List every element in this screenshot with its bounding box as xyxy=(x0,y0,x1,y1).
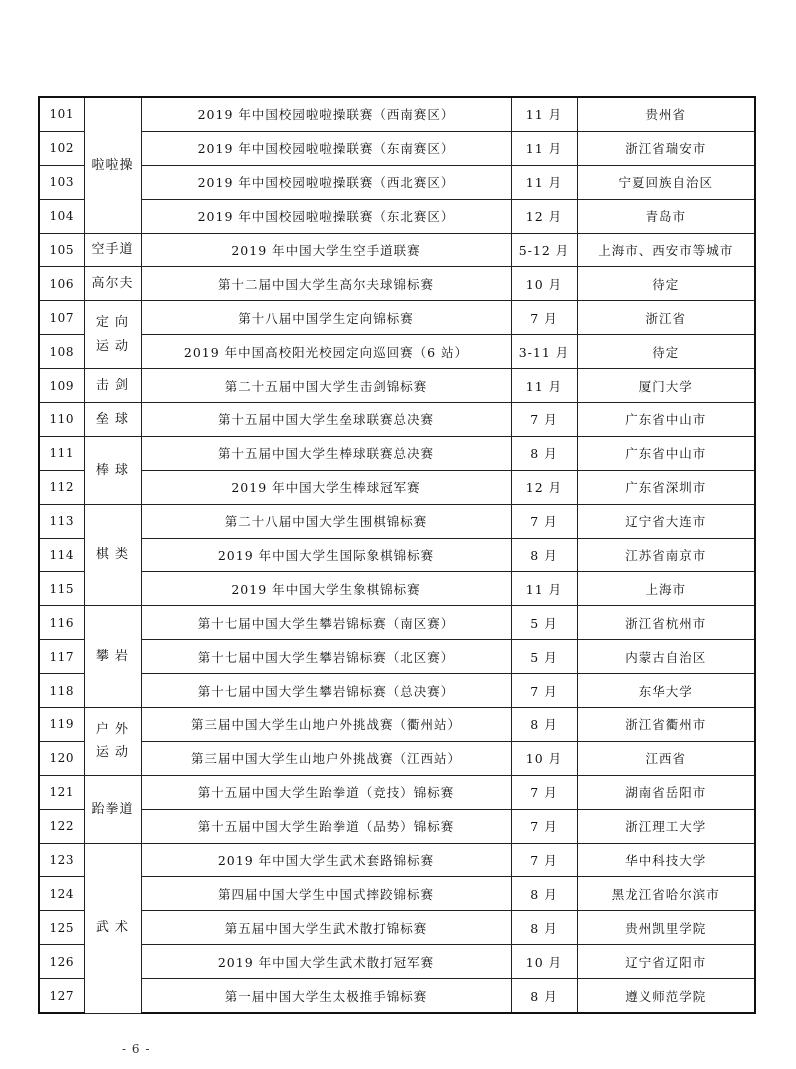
row-number: 116 xyxy=(39,606,84,640)
row-number: 114 xyxy=(39,538,84,572)
event-location: 广东省中山市 xyxy=(577,436,755,470)
table-row xyxy=(39,267,755,301)
event-name: 2019 年中国校园啦啦操联赛（西北赛区） xyxy=(141,165,511,199)
row-number: 102 xyxy=(39,131,84,165)
event-name: 第十五届中国大学生跆拳道（竞技）锦标赛 xyxy=(141,775,511,809)
sport-category-label: 空手道 xyxy=(91,242,134,258)
row-number: 123 xyxy=(39,843,84,877)
event-name: 第十七届中国大学生攀岩锦标赛（总决赛） xyxy=(141,674,511,708)
row-number: 103 xyxy=(39,165,84,199)
event-name: 2019 年中国大学生空手道联赛 xyxy=(141,233,511,267)
row-number: 112 xyxy=(39,470,84,504)
table-row xyxy=(39,640,755,674)
event-location: 江苏省南京市 xyxy=(577,538,755,572)
page-number: - 6 - xyxy=(122,1042,151,1056)
event-location: 厦门大学 xyxy=(577,369,755,403)
table-row xyxy=(39,741,755,775)
sport-category-label: 啦啦操 xyxy=(91,157,134,173)
row-number: 115 xyxy=(39,572,84,606)
event-location: 待定 xyxy=(577,267,755,301)
table-row xyxy=(39,843,755,877)
event-location: 待定 xyxy=(577,335,755,369)
event-location: 江西省 xyxy=(577,741,755,775)
sport-category-label: 垒 球 xyxy=(95,411,130,427)
event-name: 2019 年中国校园啦啦操联赛（东南赛区） xyxy=(141,131,511,165)
sport-category xyxy=(84,233,141,267)
table-row xyxy=(39,335,755,369)
event-name: 第四届中国大学生中国式摔跤锦标赛 xyxy=(141,877,511,911)
event-location: 贵州凯里学院 xyxy=(577,911,755,945)
event-location: 辽宁省大连市 xyxy=(577,504,755,538)
table-row xyxy=(39,775,755,809)
table-row xyxy=(39,809,755,843)
event-location: 黑龙江省哈尔滨市 xyxy=(577,877,755,911)
event-name: 2019 年中国大学生武术套路锦标赛 xyxy=(141,843,511,877)
schedule-table-body xyxy=(39,97,755,1013)
event-name: 2019 年中国校园啦啦操联赛（东北赛区） xyxy=(141,199,511,233)
event-location: 东华大学 xyxy=(577,674,755,708)
event-time: 8 月 xyxy=(511,436,577,470)
event-location: 上海市、西安市等城市 xyxy=(577,233,755,267)
sport-category xyxy=(84,97,141,233)
event-name: 2019 年中国校园啦啦操联赛（西南赛区） xyxy=(141,97,511,131)
event-time: 8 月 xyxy=(511,708,577,742)
event-time: 7 月 xyxy=(511,843,577,877)
table-row xyxy=(39,369,755,403)
event-time: 12 月 xyxy=(511,470,577,504)
row-number: 108 xyxy=(39,335,84,369)
row-number: 124 xyxy=(39,877,84,911)
event-time: 8 月 xyxy=(511,538,577,572)
event-location: 广东省深圳市 xyxy=(577,470,755,504)
table-row xyxy=(39,470,755,504)
event-time: 11 月 xyxy=(511,97,577,131)
event-name: 第一届中国大学生太极推手锦标赛 xyxy=(141,979,511,1013)
event-location: 浙江省 xyxy=(577,301,755,335)
sport-category-label: 攀 岩 xyxy=(95,649,130,664)
event-name: 第五届中国大学生武术散打锦标赛 xyxy=(141,911,511,945)
row-number: 111 xyxy=(39,436,84,470)
sport-category xyxy=(84,369,141,403)
event-time: 3-11 月 xyxy=(511,335,577,369)
sport-category xyxy=(84,436,141,504)
table-row xyxy=(39,165,755,199)
event-time: 10 月 xyxy=(511,741,577,775)
schedule-sheet xyxy=(38,96,754,1014)
event-name: 第十五届中国大学生跆拳道（品势）锦标赛 xyxy=(141,809,511,843)
event-name: 第三届中国大学生山地户外挑战赛（衢州站） xyxy=(141,708,511,742)
event-time: 5 月 xyxy=(511,606,577,640)
sport-category-label: 定 向 运 动 xyxy=(95,315,130,354)
row-number: 118 xyxy=(39,674,84,708)
event-time: 8 月 xyxy=(511,877,577,911)
event-location: 上海市 xyxy=(577,572,755,606)
event-time: 10 月 xyxy=(511,945,577,979)
row-number: 109 xyxy=(39,369,84,403)
row-number: 125 xyxy=(39,911,84,945)
event-name: 2019 年中国大学生国际象棋锦标赛 xyxy=(141,538,511,572)
row-number: 113 xyxy=(39,504,84,538)
event-time: 11 月 xyxy=(511,369,577,403)
row-number: 104 xyxy=(39,199,84,233)
event-location: 贵州省 xyxy=(577,97,755,131)
table-row xyxy=(39,301,755,335)
sport-category-label: 武 术 xyxy=(95,920,130,936)
row-number: 101 xyxy=(39,97,84,131)
table-row xyxy=(39,131,755,165)
sport-category xyxy=(84,403,141,437)
event-location: 浙江省杭州市 xyxy=(577,606,755,640)
table-row xyxy=(39,911,755,945)
row-number: 126 xyxy=(39,945,84,979)
schedule-table xyxy=(38,96,756,1014)
event-time: 7 月 xyxy=(511,403,577,437)
row-number: 117 xyxy=(39,640,84,674)
event-location: 遵义师范学院 xyxy=(577,979,755,1013)
event-name: 第十五届中国大学生棒球联赛总决赛 xyxy=(141,436,511,470)
event-location: 广东省中山市 xyxy=(577,403,755,437)
event-name: 2019 年中国大学生棒球冠军赛 xyxy=(141,470,511,504)
sport-category xyxy=(84,301,141,369)
event-location: 浙江省衢州市 xyxy=(577,708,755,742)
event-time: 11 月 xyxy=(511,572,577,606)
table-row xyxy=(39,233,755,267)
event-time: 8 月 xyxy=(511,911,577,945)
table-row xyxy=(39,97,755,131)
event-time: 7 月 xyxy=(511,301,577,335)
row-number: 105 xyxy=(39,233,84,267)
table-row xyxy=(39,436,755,470)
table-row xyxy=(39,945,755,979)
sport-category-label: 棒 球 xyxy=(95,462,130,478)
event-time: 10 月 xyxy=(511,267,577,301)
event-time: 5-12 月 xyxy=(511,233,577,267)
event-name: 第十七届中国大学生攀岩锦标赛（南区赛） xyxy=(141,606,511,640)
event-name: 第十二届中国大学生高尔夫球锦标赛 xyxy=(141,267,511,301)
sport-category-label: 户 外 运 动 xyxy=(95,722,130,761)
event-name: 第十五届中国大学生垒球联赛总决赛 xyxy=(141,403,511,437)
sport-category xyxy=(84,606,141,708)
row-number: 107 xyxy=(39,301,84,335)
event-name: 2019 年中国大学生象棋锦标赛 xyxy=(141,572,511,606)
event-name: 2019 年中国大学生武术散打冠军赛 xyxy=(141,945,511,979)
event-time: 5 月 xyxy=(511,640,577,674)
event-location: 辽宁省辽阳市 xyxy=(577,945,755,979)
sport-category xyxy=(84,775,141,843)
row-number: 110 xyxy=(39,403,84,437)
event-location: 浙江理工大学 xyxy=(577,809,755,843)
event-time: 7 月 xyxy=(511,504,577,538)
event-location: 华中科技大学 xyxy=(577,843,755,877)
event-name: 第十七届中国大学生攀岩锦标赛（北区赛） xyxy=(141,640,511,674)
event-name: 第二十五届中国大学生击剑锦标赛 xyxy=(141,369,511,403)
event-location: 内蒙古自治区 xyxy=(577,640,755,674)
row-number: 127 xyxy=(39,979,84,1013)
sport-category xyxy=(84,708,141,776)
sport-category xyxy=(84,267,141,301)
event-time: 12 月 xyxy=(511,199,577,233)
event-name: 第十八届中国学生定向锦标赛 xyxy=(141,301,511,335)
table-row xyxy=(39,877,755,911)
table-row xyxy=(39,979,755,1013)
table-row xyxy=(39,199,755,233)
event-location: 青岛市 xyxy=(577,199,755,233)
event-location: 湖南省岳阳市 xyxy=(577,775,755,809)
event-location: 宁夏回族自治区 xyxy=(577,165,755,199)
event-time: 11 月 xyxy=(511,131,577,165)
sport-category-label: 跆拳道 xyxy=(91,801,134,817)
table-row xyxy=(39,504,755,538)
table-row xyxy=(39,572,755,606)
event-time: 7 月 xyxy=(511,809,577,843)
event-time: 8 月 xyxy=(511,979,577,1013)
sport-category-label: 棋 类 xyxy=(95,547,130,563)
event-location: 浙江省瑞安市 xyxy=(577,131,755,165)
table-row xyxy=(39,708,755,742)
sport-category xyxy=(84,843,141,1013)
event-name: 2019 年中国高校阳光校园定向巡回赛（6 站） xyxy=(141,335,511,369)
event-time: 7 月 xyxy=(511,674,577,708)
row-number: 122 xyxy=(39,809,84,843)
table-row xyxy=(39,674,755,708)
table-row xyxy=(39,538,755,572)
row-number: 119 xyxy=(39,708,84,742)
event-time: 11 月 xyxy=(511,165,577,199)
row-number: 121 xyxy=(39,775,84,809)
sport-category-label: 高尔夫 xyxy=(91,276,134,292)
row-number: 120 xyxy=(39,741,84,775)
sport-category xyxy=(84,504,141,606)
sport-category-label: 击 剑 xyxy=(95,377,130,393)
row-number: 106 xyxy=(39,267,84,301)
event-name: 第二十八届中国大学生围棋锦标赛 xyxy=(141,504,511,538)
event-name: 第三届中国大学生山地户外挑战赛（江西站） xyxy=(141,741,511,775)
table-row xyxy=(39,403,755,437)
table-row xyxy=(39,606,755,640)
event-time: 7 月 xyxy=(511,775,577,809)
